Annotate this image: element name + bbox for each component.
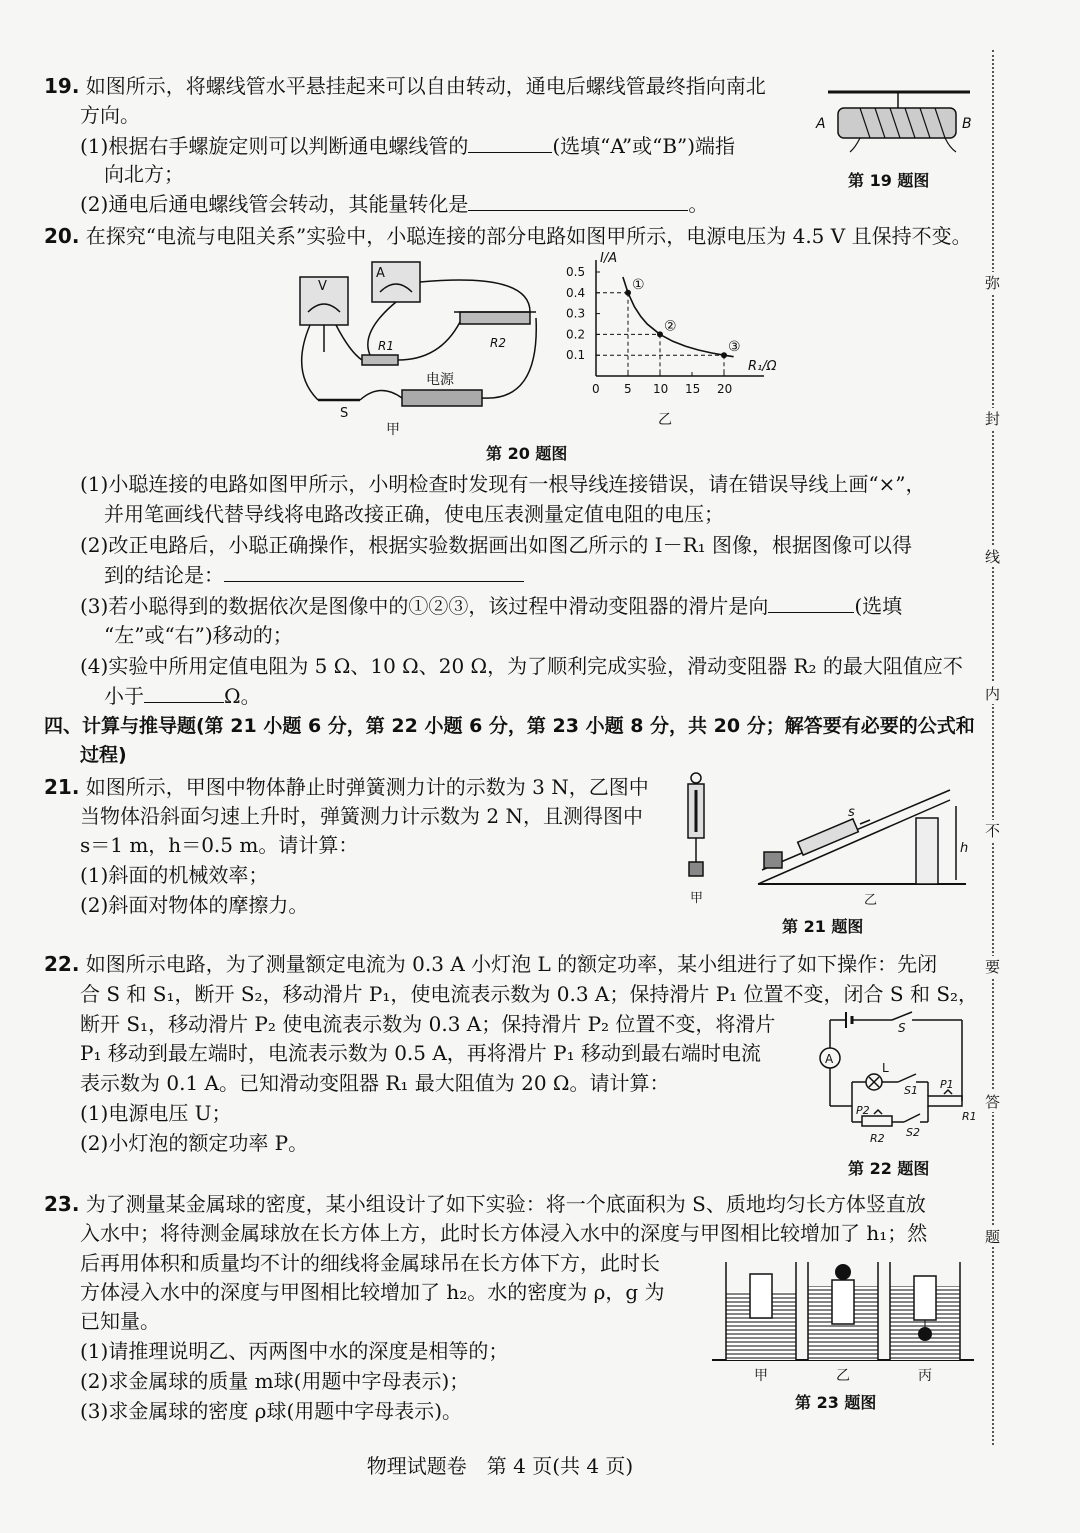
q21-caption: 第 21 题图: [782, 917, 864, 936]
q23-stem-line5: 已知量。: [80, 1309, 160, 1333]
q21-stem-line2: 当物体沿斜面匀速上升时，弹簧测力计示数为 2 N，且测得图中: [80, 804, 643, 828]
y-tick-label: 0.2: [566, 327, 586, 342]
q23-part2: (2)求金属球的质量 m球(用题中字母表示)；: [80, 1369, 470, 1393]
q22-number: 22.: [44, 952, 80, 976]
page-footer: 物理试题卷 第 4 页(共 4 页): [366, 1454, 634, 1478]
binding-char: 题: [985, 1228, 1001, 1246]
q19-stem-line1: 19. 如图所示，将螺线管水平悬挂起来可以自由转动，通电后螺线管最终指向南北: [44, 74, 766, 98]
q23-number: 23.: [44, 1192, 80, 1216]
svg-text:h: h: [960, 841, 969, 856]
x-tick-label: 5: [624, 382, 632, 396]
fig-label-yi: 乙: [836, 1368, 850, 1384]
svg-text:V: V: [318, 279, 327, 294]
fig-label-yi: 乙: [658, 412, 672, 428]
q22-stem-line1: 22. 如图所示电路，为了测量额定电流为 0.3 A 小灯泡 L 的额定功率，某小组进行了如下操作：先闭: [44, 952, 938, 976]
x-tick-label: 0: [592, 382, 600, 396]
fig-label-jia: 甲: [386, 422, 400, 438]
q20-part4-line2: 小于 Ω。: [104, 684, 261, 708]
q21-part1: (1)斜面的机械效率；: [80, 863, 269, 887]
binding-char: 要: [985, 958, 1001, 976]
q20-part1-line1: (1)小聪连接的电路如图甲所示，小明检查时发现有一根导线连接错误，请在错误导线上画“×”，: [80, 472, 926, 496]
y-tick-label: 0.4: [566, 285, 586, 300]
q23-caption: 第 23 题图: [795, 1393, 877, 1412]
x-tick-label: 10: [653, 382, 669, 396]
q23-stem-line1: 23. 为了测量某金属球的密度，某小组设计了如下实验：将一个底面积为 S、质地均匀长方体竖直放: [44, 1192, 926, 1216]
q20-part2-line2: 到的结论是：: [104, 561, 524, 589]
section4-heading-line1: 四、计算与推导题(第 21 小题 6 分，第 22 小题 6 分，第 23 小题 8 分，共 20 分；解答要有必要的公式和: [44, 715, 975, 737]
section4-heading-line2: 过程): [80, 744, 127, 766]
beaker-yi: [808, 1262, 878, 1360]
y-tick-label: 0.3: [566, 306, 586, 321]
fig-label-jia: 甲: [690, 891, 704, 906]
svg-text:s: s: [848, 805, 855, 820]
label-b: B: [962, 116, 972, 132]
q22-stem-line4: P₁ 移动到最左端时，电流表示数为 0.5 A，再将滑片 P₁ 移动到最右端时电流: [80, 1041, 761, 1065]
q20-part3-line2: “左”或“右”)移动的；: [104, 623, 293, 647]
q19-part1-cont: 向北方；: [104, 162, 184, 186]
data-point: [657, 331, 663, 337]
solenoid-figure: [810, 78, 980, 158]
binding-char: 线: [985, 548, 1001, 566]
x-tick-label: 20: [717, 382, 733, 396]
q23-beakers-figure: [708, 1248, 978, 1388]
q23-part3: (3)求金属球的密度 ρ球(用题中字母表示)。: [80, 1399, 463, 1423]
q20-number: 20.: [44, 224, 80, 248]
q21-number: 21.: [44, 775, 80, 799]
y-axis-label: I/A: [600, 251, 618, 266]
q22-caption: 第 22 题图: [848, 1159, 930, 1178]
q19-part2: (2)通电后通电螺线管会转动，其能量转化是 。: [80, 192, 709, 216]
q23-part1: (1)请推理说明乙、丙两图中水的深度是相等的；: [80, 1339, 509, 1363]
answer-blank[interactable]: [224, 563, 524, 582]
q20-part1-line2: 并用笔画线代替导线将电路改接正确，使电压表测量定值电阻的电压；: [104, 502, 724, 526]
q20-circuit-figure: [290, 252, 550, 437]
beaker-jia: [726, 1262, 796, 1360]
svg-text:P2: P2: [856, 1104, 870, 1117]
q23-stem-line4: 方体浸入水中的深度与甲图相比较增加了 h₂。水的密度为 ρ，g 为: [80, 1280, 665, 1304]
q21-part2: (2)斜面对物体的摩擦力。: [80, 893, 309, 917]
fig-label-bing: 丙: [918, 1368, 932, 1384]
q19-number: 19.: [44, 74, 80, 98]
q20-part3-line1: (3)若小聪得到的数据依次是图像中的①②③，该过程中滑动变阻器的滑片是向 (选填: [80, 594, 903, 618]
answer-blank[interactable]: [468, 134, 552, 153]
svg-text:A: A: [376, 266, 385, 281]
svg-text:R2: R2: [490, 336, 506, 350]
svg-text:S: S: [340, 406, 349, 421]
svg-text:电源: 电源: [426, 372, 454, 388]
svg-text:R1: R1: [378, 339, 394, 353]
answer-blank[interactable]: [468, 192, 688, 211]
svg-text:S2: S2: [906, 1126, 920, 1139]
q20-part2-line1: (2)改正电路后，小聪正确操作，根据实验数据画出如图乙所示的 I－R₁ 图像，根据图像可以得: [80, 533, 913, 557]
binding-char: 内: [985, 685, 1001, 703]
svg-text:R2: R2: [870, 1132, 885, 1145]
y-tick-label: 0.1: [566, 348, 586, 363]
beaker-bing: [890, 1262, 960, 1360]
q23-stem-line2: 入水中；将待测金属球放在长方体上方，此时长方体浸入水中的深度与甲图相比较增加了 h₁；然: [80, 1221, 928, 1245]
fig-label-jia: 甲: [754, 1368, 768, 1384]
binding-char: 封: [985, 410, 1001, 428]
label-a: A: [816, 116, 826, 132]
q19-stem-line2: 方向。: [80, 103, 140, 127]
q21-stem-line1: 21. 如图所示，甲图中物体静止时弹簧测力计的示数为 3 N，乙图中: [44, 775, 649, 799]
x-axis-label: R₁/Ω: [748, 359, 777, 374]
svg-text:P1: P1: [940, 1078, 954, 1091]
q20-caption: 第 20 题图: [486, 444, 568, 463]
q21-stem-line3: s＝1 m，h＝0.5 m。请计算：: [80, 833, 359, 857]
answer-blank[interactable]: [144, 684, 224, 703]
q22-stem-line5: 表示数为 0.1 A。已知滑动变阻器 R₁ 最大阻值为 20 Ω。请计算：: [80, 1071, 670, 1095]
x-tick-label: 15: [685, 382, 701, 396]
binding-char: 弥: [985, 274, 1001, 292]
binding-char: 不: [985, 822, 1001, 840]
answer-blank[interactable]: [768, 594, 854, 613]
svg-text:L: L: [882, 1061, 889, 1075]
q22-part2: (2)小灯泡的额定功率 P。: [80, 1131, 309, 1155]
data-point-label: ②: [664, 318, 677, 335]
data-point: [625, 290, 631, 296]
ir-graph: [560, 251, 780, 434]
q19-caption: 第 19 题图: [848, 171, 930, 190]
svg-text:A: A: [825, 1052, 834, 1066]
data-point-label: ③: [728, 339, 741, 356]
q20-stem: 20. 在探究“电流与电阻关系”实验中，小聪连接的部分电路如图甲所示，电源电压为 4.5 V 且保持不变。: [44, 224, 972, 248]
q22-stem-line3: 断开 S₁，移动滑片 P₂ 使电流表示数为 0.3 A；保持滑片 P₂ 位置不变，将滑片: [80, 1012, 776, 1036]
q22-part1: (1)电源电压 U；: [80, 1101, 232, 1125]
svg-text:S: S: [898, 1021, 906, 1035]
data-point: [721, 352, 727, 358]
fig-label-yi: 乙: [864, 893, 878, 908]
q21-incline-figure: [680, 770, 970, 910]
q22-stem-line2: 合 S 和 S₁，断开 S₂，移动滑片 P₁，使电流表示数为 0.3 A；保持滑片 P₁ 位置不变，闭合 S 和 S₂，: [80, 982, 979, 1006]
svg-text:S1: S1: [904, 1084, 918, 1097]
svg-text:R1: R1: [962, 1110, 977, 1123]
binding-char: 答: [985, 1093, 1001, 1111]
q23-stem-line3: 后再用体积和质量均不计的细线将金属球吊在长方体下方，此时长: [80, 1251, 660, 1275]
data-point-label: ①: [632, 276, 645, 293]
q20-part4-line1: (4)实验中所用定值电阻为 5 Ω、10 Ω、20 Ω，为了顺利完成实验，滑动变阻器 R₂ 的最大阻值应不: [80, 654, 963, 678]
y-tick-label: 0.5: [566, 265, 586, 279]
q19-part1: (1)根据右手螺旋定则可以判断通电螺线管的 (选填“A”或“B”)端指: [80, 134, 736, 158]
q22-circuit-figure: [812, 1010, 982, 1150]
